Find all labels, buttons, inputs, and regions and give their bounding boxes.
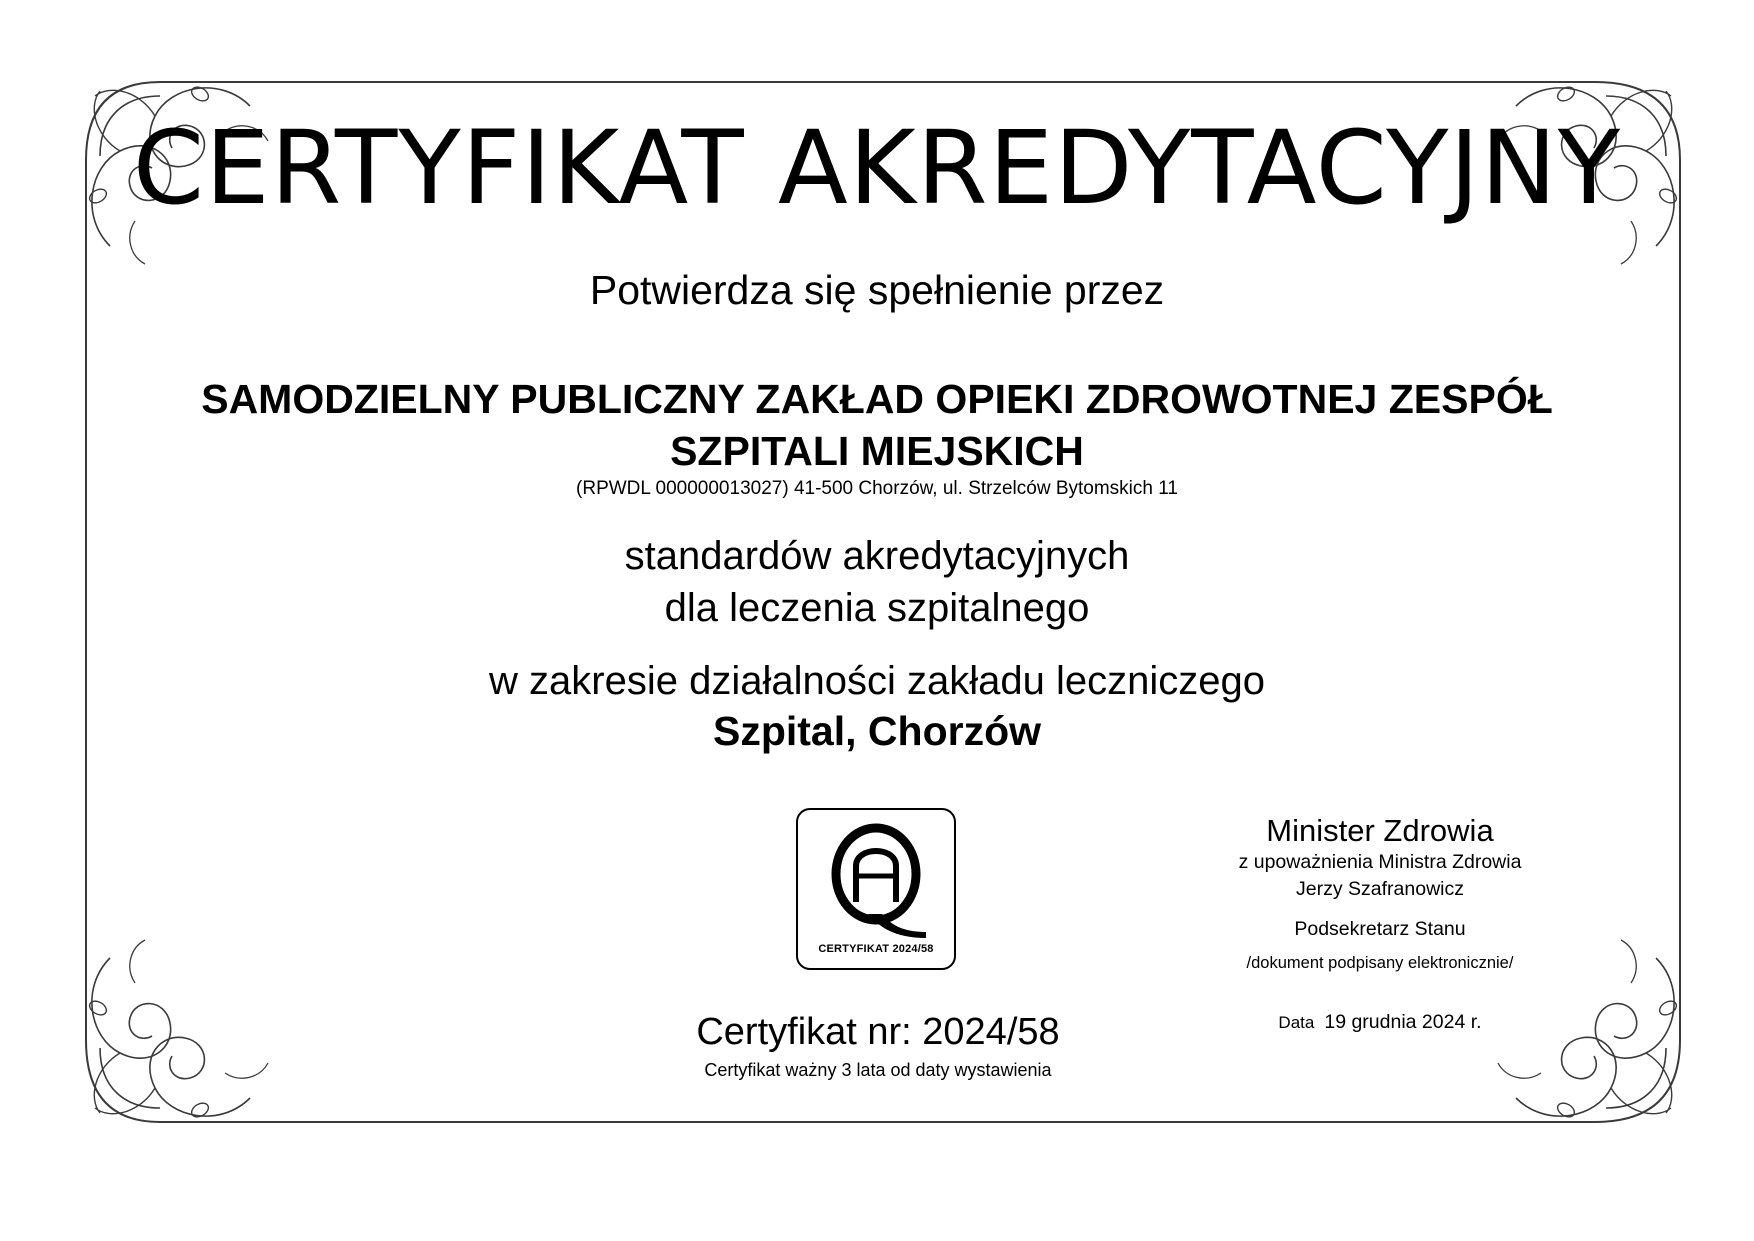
corner-flourish-bottom-left — [87, 940, 268, 1120]
electronic-signature-note: /dokument podpisany elektronicznie/ — [1246, 954, 1514, 972]
signatory-authorization: z upoważnienia Ministra Zdrowia — [1238, 851, 1522, 873]
signatory-title: Minister Zdrowia — [1266, 813, 1494, 848]
standards-line1: standardów akredytacyjnych — [624, 534, 1130, 578]
issue-date-label: Data — [1278, 1013, 1315, 1032]
scope-place: Szpital, Chorzów — [713, 708, 1041, 754]
organization-name — [0, 373, 1754, 477]
organization-name-line1: SAMODZIELNY PUBLICZNY ZAKŁAD OPIEKI ZDROWOTNEJ ZESPÓŁ — [201, 376, 1553, 422]
certificate-validity: Certyfikat ważny 3 lata od daty wystawienia — [704, 1060, 1052, 1080]
badge-label: CERTYFIKAT 2024/58 — [818, 943, 934, 955]
signatory-name: Jerzy Szafranowicz — [1296, 878, 1464, 900]
organization-address: (RPWDL 000000013027) 41-500 Chorzów, ul. Strzelców Bytomskich 11 — [576, 478, 1178, 499]
certificate-number: Certyfikat nr: 2024/58 — [696, 1011, 1060, 1053]
certificate-title: CERTYFIKAT AKREDYTACYJNY — [132, 109, 1622, 228]
issue-date-value: 19 grudnia 2024 r. — [1324, 1011, 1482, 1033]
scope-text: w zakresie działalności zakładu leczniczego — [489, 659, 1265, 703]
accreditation-badge — [796, 808, 956, 970]
organization-name-line2: SZPITALI MIEJSKICH — [670, 428, 1084, 474]
signatory-position: Podsekretarz Stanu — [1294, 918, 1466, 940]
issue-date — [1170, 1011, 1590, 1034]
standards-text — [0, 530, 1754, 634]
standards-line2: dla leczenia szpitalnego — [664, 586, 1090, 630]
confirmation-text: Potwierdza się spełnienie przez — [589, 267, 1165, 313]
